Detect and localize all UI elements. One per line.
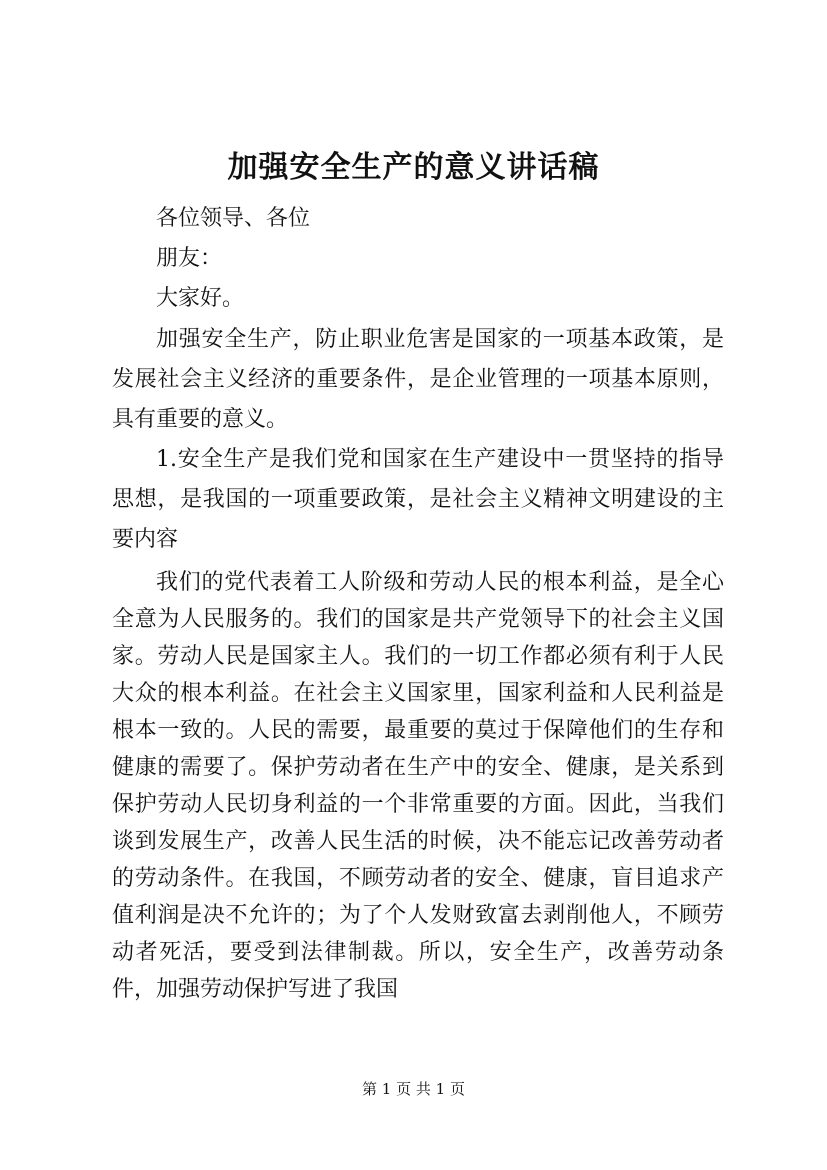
- salutation-line-1: 各位领导、各位: [156, 206, 311, 231]
- document-title: 加强安全生产的意义讲话稿: [227, 150, 600, 185]
- paragraph-body: 我们的党代表着工人阶级和劳动人民的根本利益，是全心全意为人民服务的。我们的国家是共产党领导下的社会主义国家。劳动人民是国家主人。我们的一切工作都必须有利于人民大众的根本利益。在社会主义国家里，国家利益和人民利益是根本一致的。人民的需要，最重要的莫过于保障他们的生存和健康的需要了。保护劳动者在生产中的安全、健康，是关系到保护劳动人民切身利益的一个非常重要的方面。因此，当我们谈到发展生产，改善人民生活的时候，决不能忘记改善劳动者的劳动条件。在我国，不顾劳动者的安全、健康，盲目追求产值利润是决不允许的；为了个人发财致富去剥削他人，不顾劳动者死活，要受到法律制裁。所以，安全生产，改善劳动条件，加强劳动保护写进了我国: [112, 570, 724, 1002]
- page-number: 第 1 页 共 1 页: [362, 1080, 465, 1098]
- salutation-line-2: 朋友：: [156, 246, 223, 271]
- greeting: 大家好。: [156, 286, 245, 311]
- paragraph-intro: 加强安全生产，防止职业危害是国家的一项基本政策，是发展社会主义经济的重要条件，是企业管理的一项基本原则，具有重要的意义。: [112, 327, 724, 432]
- paragraph-point-1: 1.安全生产是我们党和国家在生产建设中一贯坚持的指导思想，是我国的一项重要政策，是社会主义精神文明建设的主要内容: [112, 447, 724, 552]
